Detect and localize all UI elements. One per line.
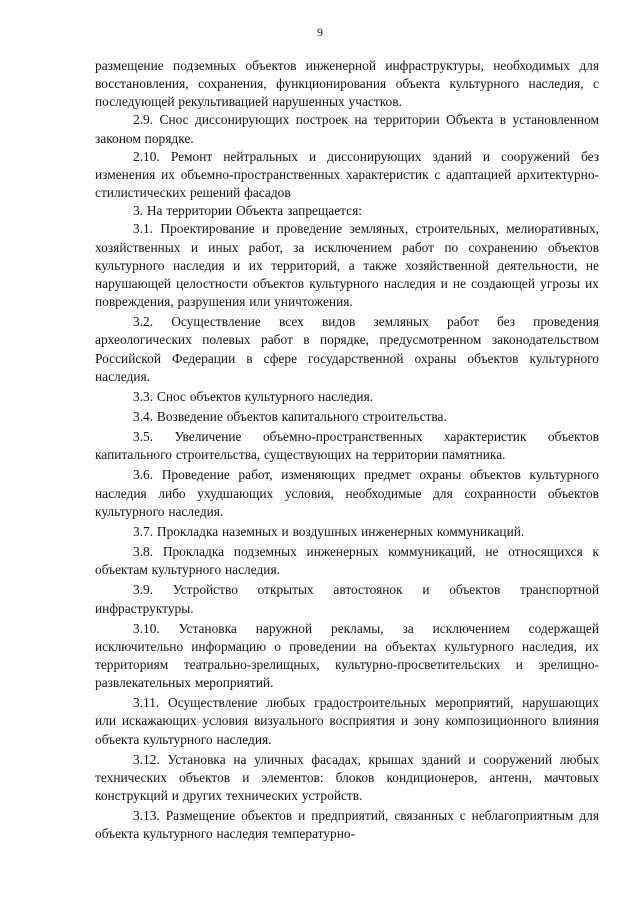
paragraph-3-13: 3.13. Размещение объектов и предприятий, связанных с неблагоприятным для объекта культурного наследия температурно- — [95, 808, 599, 842]
paragraph-3-7: 3.7. Прокладка наземных и воздушных инженерных коммуникаций. — [133, 523, 525, 539]
document-body — [95, 57, 599, 844]
paragraph-continuation: размещение подземных объектов инженерной инфраструктуры, необходимых для восстановления, сохранения, функционирования объекта культурного наследия, с последующей рекультивацией нарушенных участков. — [95, 58, 599, 110]
paragraph-3-5: 3.5. Увеличение объемно-пространственных характеристик объектов капитального строительства, существующих на территории памятника. — [95, 429, 599, 463]
paragraph-3-4: 3.4. Возведение объектов капитального строительства. — [133, 408, 447, 424]
paragraph-2-9: 2.9. Снос диссонирующих построек на территории Объекта в установленном законом порядке. — [95, 112, 599, 146]
paragraph-3-1: 3.1. Проектирование и проведение земляных, строительных, мелиоративных, хозяйственных и иных работ, за исключением работ по сохранению объектов культурного наследия и их территорий, а также хозяйственной деятельности, не нарушающей целостности объектов культурного наследия и не создающей угрозы их повреждения, разрушения или уничтожения. — [95, 221, 599, 310]
paragraph-3-6: 3.6. Проведение работ, изменяющих предмет охраны объектов культурного наследия либо ухудшающих условия, необходимые для сохранности объектов культурного наследия. — [95, 467, 599, 519]
paragraph-3-10: 3.10. Установка наружной рекламы, за исключением содержащей исключительно информацию о проведении на объектах культурного наследия, их территориям театрально-зрелищных, культурно-просветительских и зрелищно-развлекательных мероприятий. — [95, 620, 599, 691]
paragraph-3-8: 3.8. Прокладка подземных инженерных коммуникаций, не относящихся к объектам культурного наследия. — [95, 544, 599, 578]
paragraph-3-3: 3.3. Снос объектов культурного наследия. — [133, 388, 374, 404]
paragraph-3-12: 3.12. Установка на уличных фасадах, крышах зданий и сооружений любых технических объектов и элементов: блоков кондиционеров, антенн, мачтовых конструкций и других технических устройств. — [95, 751, 599, 804]
paragraph-3-9: 3.9. Устройство открытых автостоянок и объектов транспортной инфраструктуры. — [95, 582, 599, 616]
paragraph-3-heading: 3. На территории Объекта запрещается: — [133, 203, 362, 219]
page-number: 9 — [317, 25, 323, 39]
paragraph-3-2: 3.2. Осуществление всех видов земляных работ без проведения археологических полевых работ в порядке, предусмотренном законодательством Российской Федерации в сфере государственной охраны объектов культурного наследия. — [95, 314, 599, 384]
paragraph-3-11: 3.11. Осуществление любых градостроительных мероприятий, нарушающих или искажающих условия визуального восприятия и зону композиционного влияния объекта культурного наследия. — [95, 695, 599, 747]
paragraph-2-10: 2.10. Ремонт нейтральных и диссонирующих зданий и сооружений без изменения их объемно-пространственных характеристик с адаптацией архитектурно-стилистических решений фасадов — [95, 148, 599, 201]
